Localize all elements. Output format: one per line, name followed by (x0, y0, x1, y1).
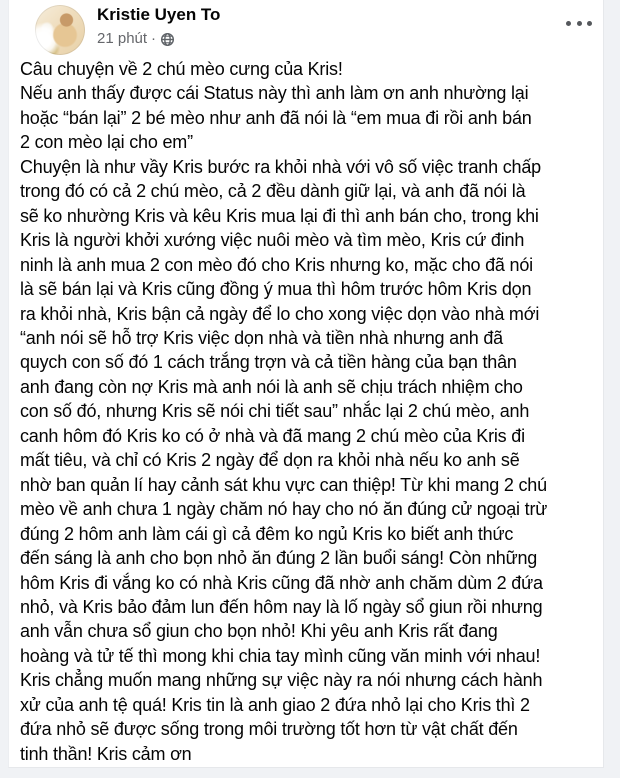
post-text-line: anh vẫn chưa sổ giun cho bọn nhỏ! Khi yêu anh Kris rất đang (20, 621, 498, 642)
post-text-line: hoặc “bán lại” 2 bé mèo như anh đã nói là “em mua đi rồi anh bán (20, 107, 532, 128)
post-text-line: nhỏ, và Kris bảo đảm lun đến hôm nay là lố ngày sổ giun rồi nhưng (20, 596, 543, 617)
post-text-line: 2 con mèo lại cho em” (20, 132, 193, 153)
post-text-line: trong đó có cả 2 chú mèo, cả 2 đều dành giữ lại, và anh đã nói là (20, 181, 526, 202)
post-timestamp[interactable]: 21 phút (97, 30, 148, 47)
post-text-line: đứa nhỏ sẽ được sống trong môi trường tốt hơn từ vật chất đến (20, 719, 518, 740)
post-text-line: là sẽ bán lại và Kris cũng đồng ý mua thì hôm trước hôm Kris dọn (20, 279, 532, 300)
post-text-line: đến sáng là anh cho bọn nhỏ ăn đúng 2 lần buổi sáng! Còn những (20, 548, 538, 569)
post-meta[interactable] (97, 29, 175, 49)
post-text-line: ra khỏi nhà, Kris bận cả ngày để lo cho xong việc dọn vào nhà mới (20, 303, 540, 324)
post-text-line: Kris chẳng muốn mang những sự việc này ra nói nhưng cách hành (20, 670, 543, 691)
ellipsis-icon (577, 21, 582, 26)
post-text-line: hoàng và tử tế thì mong khi chia tay mình cũng văn minh với nhau! (20, 645, 541, 666)
ellipsis-icon (566, 21, 571, 26)
post-text-line: nhờ ban quản lí hay cảnh sát khu vực can thiệp! Từ khi mang 2 chú (20, 474, 547, 495)
ellipsis-icon (587, 21, 592, 26)
post-text-line: tinh thần! Kris cảm ơn (20, 743, 192, 764)
post-text-line: Câu chuyện về 2 chú mèo cưng của Kris! (20, 59, 343, 79)
post-text (20, 57, 597, 765)
post-text-line: sẽ ko nhường Kris và kêu Kris mua lại đi thì anh bán cho, trong khi (20, 205, 539, 226)
post-text-line: mèo về anh chưa 1 ngày chăm nó hay cho nó ăn đúng cử ngoại trừ (20, 499, 548, 520)
post-text-line: Chuyện là như vầy Kris bước ra khỏi nhà với vô số việc tranh chấp (20, 156, 541, 177)
post-text-line: quych con số đó 1 cách trắng trợn và cả tiền hàng của bạn thân (20, 352, 517, 373)
post-menu-button[interactable] (562, 16, 596, 30)
post-text-line: “anh nói sẽ hỗ trợ Kris việc dọn nhà và tiền nhà nhưng anh đã (20, 327, 503, 348)
post-text-line: anh đang còn nợ Kris mà anh nói là anh sẽ chịu trách nhiệm cho (20, 376, 523, 397)
privacy-globe-icon (160, 32, 175, 47)
post-text-line: đúng 2 hôm anh làm cái gì cả đêm ko ngủ Kris ko biết anh thức (20, 523, 514, 544)
meta-separator: · (151, 30, 157, 47)
author-name[interactable]: Kristie Uyen To (97, 5, 221, 24)
post-text-line: mất tiêu, và chỉ có Kris 2 ngày để dọn ra khỏi nhà nếu ko anh sẽ (20, 450, 520, 471)
post-card (8, 0, 604, 768)
post-text-line: canh hôm đó Kris ko có ở nhà và đã mang 2 chú mèo của Kris đi (20, 425, 525, 446)
post-text-line: xử của anh tệ quá! Kris tin là anh giao 2 đứa nhỏ lại cho Kris thì 2 (20, 694, 530, 715)
post-text-line: con số đó, nhưng Kris sẽ nói chi tiết sau” nhắc lại 2 chú mèo, anh (20, 401, 530, 422)
post-text-line: Nếu anh thấy được cái Status này thì anh làm ơn anh nhường lại (20, 83, 529, 104)
post-text-line: ninh là anh mua 2 con mèo đó cho Kris nhưng ko, mặc cho đã nói (20, 254, 533, 275)
post-text-line: hôm Kris đi vắng ko có nhà Kris cũng đã nhờ anh chăm dùm 2 đứa (20, 572, 543, 593)
post-text-line: Kris là người khởi xướng việc nuôi mèo và tìm mèo, Kris cứ đinh (20, 230, 525, 251)
avatar[interactable] (35, 5, 85, 55)
